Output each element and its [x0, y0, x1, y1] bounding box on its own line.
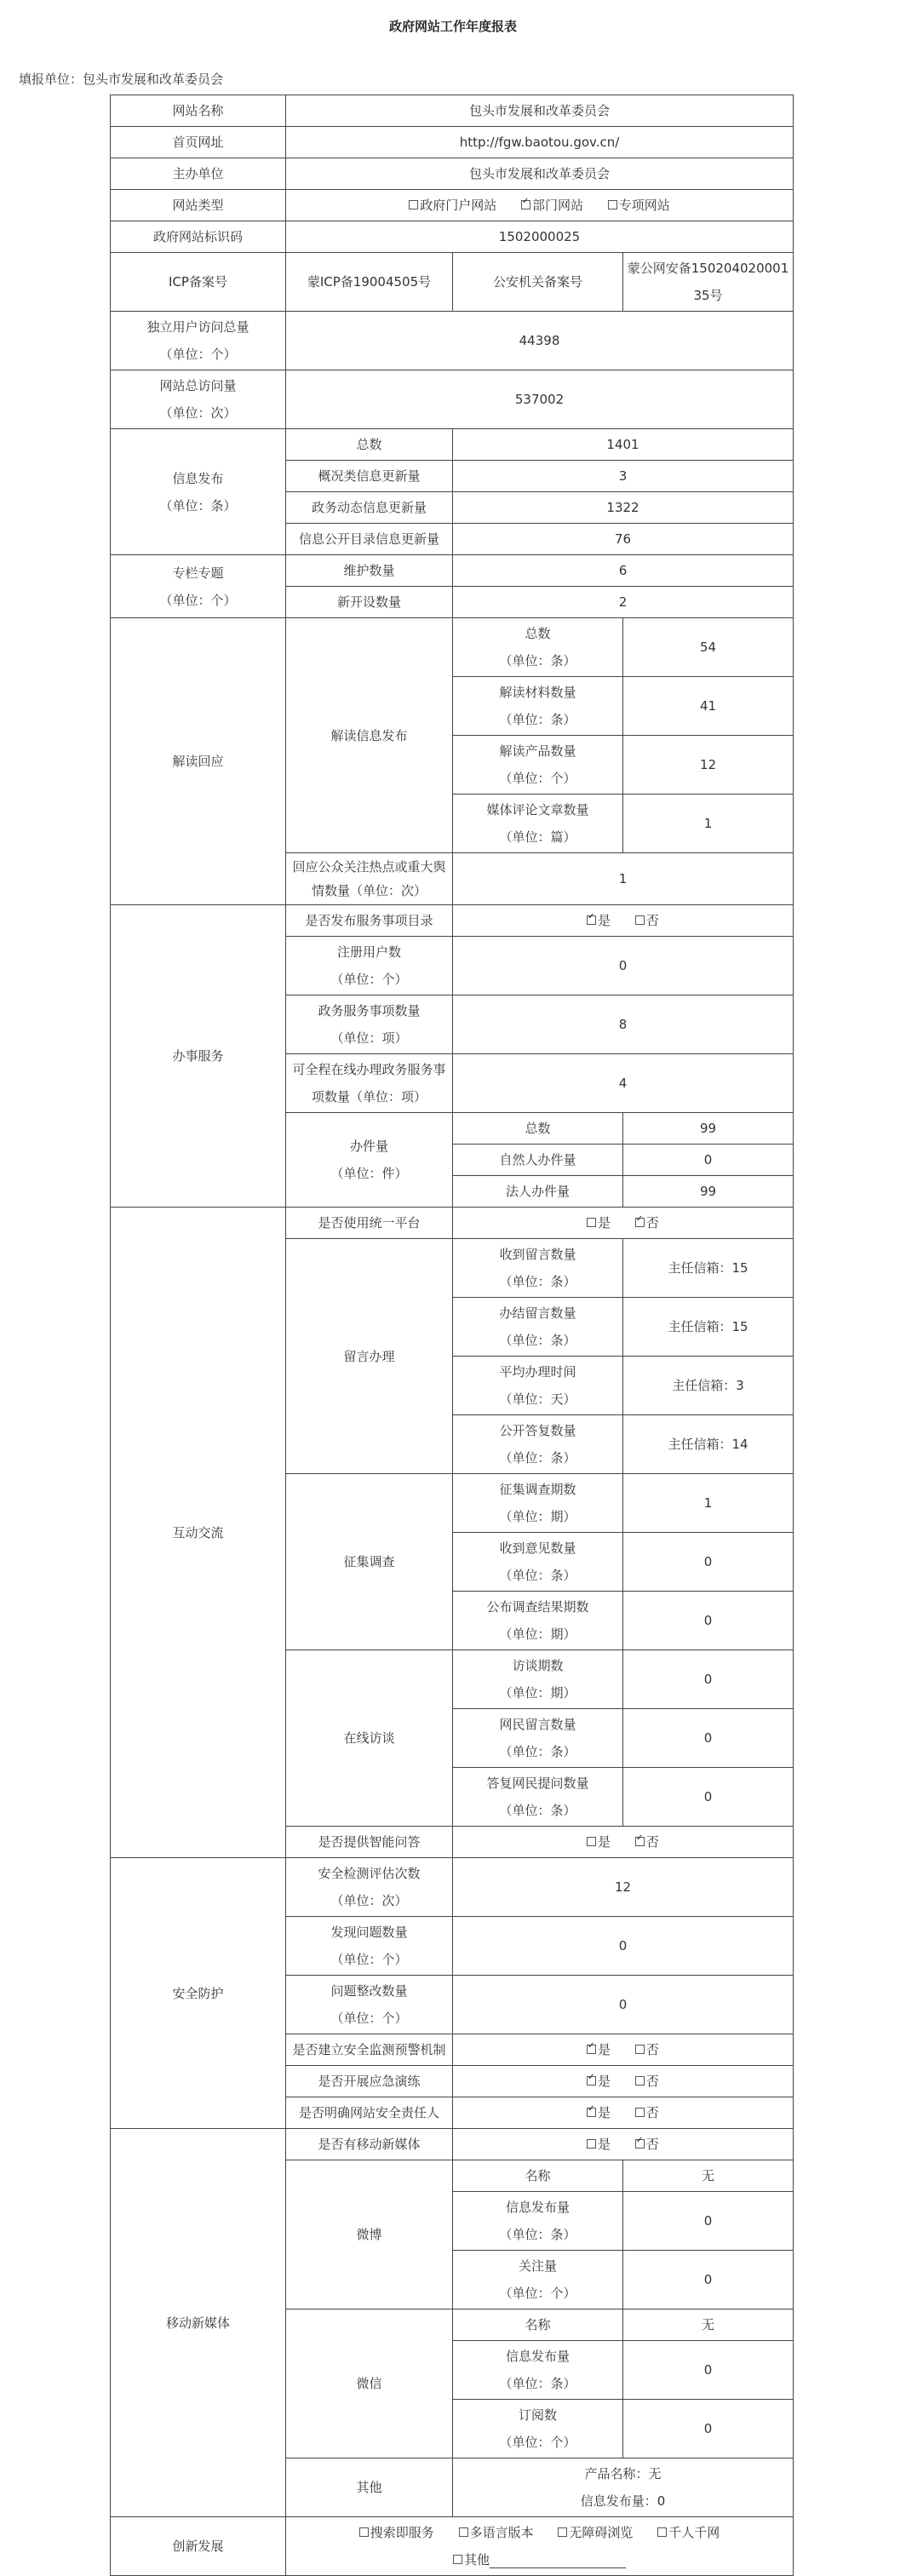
- checked-checkbox-icon: [587, 2108, 596, 2117]
- service-reg-label: 注册用户数 （单位：个）: [286, 937, 453, 995]
- interp-row-value: 1: [623, 795, 794, 853]
- checkbox-icon: [635, 2045, 645, 2054]
- site-name-value: 包头市发展和改革委员会: [286, 95, 794, 127]
- eval-label: 安全检测评估次数 （单位：次）: [286, 1858, 453, 1917]
- talk-row-label: 访谈期数 （单位：期）: [453, 1650, 623, 1709]
- service-items-label: 政务服务事项数量 （单位：项）: [286, 995, 453, 1054]
- icp-label: ICP备案号: [111, 253, 286, 312]
- reporting-unit: 填报单位：包头市发展和改革委员会: [19, 72, 224, 87]
- interp-row-label: 解读产品数量 （单位：个）: [453, 736, 623, 795]
- warn-label: 是否建立安全监测预警机制: [286, 2034, 453, 2066]
- wechat-pub-label: 信息发布量 （单位：条）: [453, 2341, 623, 2400]
- uv-value: 44398: [286, 312, 794, 370]
- talk-row-value: 0: [623, 1650, 794, 1709]
- column-row-value: 2: [453, 587, 794, 618]
- survey-row-label: 公布调查结果期数 （单位：期）: [453, 1592, 623, 1650]
- checkbox-icon: [453, 2555, 462, 2564]
- checked-checkbox-icon: [587, 2045, 596, 2054]
- interact-label: 互动交流: [111, 1208, 286, 1858]
- column-row-label: 新开设数量: [286, 587, 453, 618]
- interp-hot-label: 回应公众关注热点或重大舆情数量（单位：次）: [286, 853, 453, 905]
- psb-label: 公安机关备案号: [453, 253, 623, 312]
- checked-checkbox-icon: [635, 1218, 645, 1227]
- talk-row-value: 0: [623, 1768, 794, 1827]
- msg-row-value: 主任信箱：3: [623, 1357, 794, 1415]
- checked-checkbox-icon: [587, 2076, 596, 2085]
- media-has-label: 是否有移动新媒体: [286, 2129, 453, 2160]
- checkbox-icon: [409, 200, 418, 209]
- media-other-value: 产品名称：无 信息发布量：0: [453, 2458, 794, 2517]
- eval-value: 12: [453, 1858, 794, 1917]
- report-title: 政府网站工作年度报表: [388, 19, 517, 34]
- column-label: 专栏专题 （单位：个）: [111, 555, 286, 618]
- info-row-value: 3: [453, 461, 794, 492]
- interp-row-label: 总数 （单位：条）: [453, 618, 623, 677]
- handle-row-label: 总数: [453, 1113, 623, 1145]
- column-row-value: 6: [453, 555, 794, 587]
- info-row-label: 政务动态信息更新量: [286, 492, 453, 524]
- media-other-label: 其他: [286, 2458, 453, 2517]
- found-value: 0: [453, 1917, 794, 1976]
- survey-row-value: 1: [623, 1474, 794, 1533]
- checkbox-icon: [587, 2139, 596, 2149]
- checkbox-icon: [635, 2076, 645, 2085]
- url-label: 首页网址: [111, 127, 286, 158]
- wechat-sub-label: 订阅数 （单位：个）: [453, 2400, 623, 2458]
- service-online-label: 可全程在线办理政务服务事项数量（单位：项）: [286, 1054, 453, 1113]
- info-row-label: 信息公开目录信息更新量: [286, 524, 453, 555]
- qa-label: 是否提供智能问答: [286, 1827, 453, 1858]
- resp-options: ✓ 是 否: [453, 2097, 794, 2129]
- info-row-label: 概况类信息更新量: [286, 461, 453, 492]
- talk-row-value: 0: [623, 1709, 794, 1768]
- msg-row-label: 平均办理时间 （单位：天）: [453, 1357, 623, 1415]
- site-name-label: 网站名称: [111, 95, 286, 127]
- innov-options: 搜索即服务 多语言版本 无障碍浏览 千人千网 其他: [286, 2517, 794, 2576]
- handle-row-value: 99: [623, 1113, 794, 1145]
- handle-row-label: 法人办件量: [453, 1176, 623, 1208]
- service-reg-value: 0: [453, 937, 794, 995]
- checkbox-icon: [359, 2527, 369, 2537]
- warn-options: ✓ 是 否: [453, 2034, 794, 2066]
- pv-label: 网站总访问量 （单位：次）: [111, 370, 286, 429]
- interp-row-value: 12: [623, 736, 794, 795]
- talk-label: 在线访谈: [286, 1650, 453, 1827]
- opt-special: 专项网站: [618, 198, 670, 213]
- checkbox-icon: [459, 2527, 468, 2537]
- info-row-value: 1322: [453, 492, 794, 524]
- report-table: [110, 95, 794, 2576]
- fixed-value: 0: [453, 1976, 794, 2034]
- site-id-label: 政府网站标识码: [111, 221, 286, 253]
- info-label: 信息发布 （单位：条）: [111, 429, 286, 555]
- innov-label: 创新发展: [111, 2517, 286, 2576]
- talk-row-label: 网民留言数量 （单位：条）: [453, 1709, 623, 1768]
- host-label: 主办单位: [111, 158, 286, 190]
- icp-value: 蒙ICP备19004505号: [286, 253, 453, 312]
- checkbox-icon: [635, 2108, 645, 2117]
- msg-row-value: 主任信箱：14: [623, 1415, 794, 1474]
- survey-row-value: 0: [623, 1592, 794, 1650]
- interp-row-label: 解读材料数量 （单位：条）: [453, 677, 623, 736]
- qa-options: 是 ✓ 否: [453, 1827, 794, 1858]
- info-row-label: 总数: [286, 429, 453, 461]
- weibo-pub-label: 信息发布量 （单位：条）: [453, 2192, 623, 2251]
- service-handle-label: 办件量 （单位：件）: [286, 1113, 453, 1208]
- checkbox-icon: [558, 2527, 567, 2537]
- site-type-options: [286, 190, 794, 221]
- checked-checkbox-icon: [587, 915, 596, 925]
- service-catalog-label: 是否发布服务事项目录: [286, 905, 453, 937]
- info-row-value: 1401: [453, 429, 794, 461]
- talk-row-label: 答复网民提问数量 （单位：条）: [453, 1768, 623, 1827]
- media-label: 移动新媒体: [111, 2129, 286, 2517]
- interp-hot-value: 1: [453, 853, 794, 905]
- site-id-value: 1502000025: [286, 221, 794, 253]
- checked-checkbox-icon: [635, 2139, 645, 2149]
- wechat-sub-value: 0: [623, 2400, 794, 2458]
- opt-portal: 政府门户网站: [420, 198, 497, 213]
- interp-publish-label: 解读信息发布: [286, 618, 453, 853]
- found-label: 发现问题数量 （单位：个）: [286, 1917, 453, 1976]
- checkbox-icon: [587, 1837, 596, 1846]
- weibo-name-label: 名称: [453, 2160, 623, 2192]
- opt-department: 部门网站: [532, 198, 584, 213]
- checkbox-icon: [657, 2527, 667, 2537]
- wechat-pub-value: 0: [623, 2341, 794, 2400]
- service-label: 办事服务: [111, 905, 286, 1208]
- service-catalog-options: ✓ 是 否: [453, 905, 794, 937]
- info-row-value: 76: [453, 524, 794, 555]
- msg-row-label: 办结留言数量 （单位：条）: [453, 1298, 623, 1357]
- wechat-name-label: 名称: [453, 2309, 623, 2341]
- platform-options: 是 ✓ 否: [453, 1208, 794, 1239]
- url-value: http://fgw.baotou.gov.cn/: [286, 127, 794, 158]
- msg-row-value: 主任信箱：15: [623, 1298, 794, 1357]
- site-type-label: 网站类型: [111, 190, 286, 221]
- service-items-value: 8: [453, 995, 794, 1054]
- weibo-fans-label: 关注量 （单位：个）: [453, 2251, 623, 2309]
- psb-value: 蒙公网安备15020402000135号: [623, 253, 794, 312]
- checkbox-icon: [608, 200, 617, 209]
- msg-label: 留言办理: [286, 1239, 453, 1474]
- checked-checkbox-icon: [521, 200, 530, 209]
- handle-row-value: 0: [623, 1145, 794, 1176]
- host-value: 包头市发展和改革委员会: [286, 158, 794, 190]
- survey-label: 征集调查: [286, 1474, 453, 1650]
- platform-label: 是否使用统一平台: [286, 1208, 453, 1239]
- wechat-name-value: 无: [623, 2309, 794, 2341]
- survey-row-label: 收到意见数量 （单位：条）: [453, 1533, 623, 1592]
- weibo-fans-value: 0: [623, 2251, 794, 2309]
- msg-row-value: 主任信箱：15: [623, 1239, 794, 1298]
- security-label: 安全防护: [111, 1858, 286, 2129]
- interp-row-value: 54: [623, 618, 794, 677]
- drill-label: 是否开展应急演练: [286, 2066, 453, 2097]
- interp-row-label: 媒体评论文章数量 （单位：篇）: [453, 795, 623, 853]
- service-online-value: 4: [453, 1054, 794, 1113]
- weibo-name-value: 无: [623, 2160, 794, 2192]
- checkbox-icon: [587, 1218, 596, 1227]
- column-row-label: 维护数量: [286, 555, 453, 587]
- fixed-label: 问题整改数量 （单位：个）: [286, 1976, 453, 2034]
- survey-row-value: 0: [623, 1533, 794, 1592]
- interp-row-value: 41: [623, 677, 794, 736]
- wechat-label: 微信: [286, 2309, 453, 2458]
- media-has-options: 是 ✓ 否: [453, 2129, 794, 2160]
- checkbox-icon: [635, 915, 645, 925]
- interp-label: 解读回应: [111, 618, 286, 905]
- uv-label: 独立用户访问总量 （单位：个）: [111, 312, 286, 370]
- weibo-label: 微博: [286, 2160, 453, 2309]
- drill-options: ✓ 是 否: [453, 2066, 794, 2097]
- pv-value: 537002: [286, 370, 794, 429]
- msg-row-label: 收到留言数量 （单位：条）: [453, 1239, 623, 1298]
- survey-row-label: 征集调查期数 （单位：期）: [453, 1474, 623, 1533]
- handle-row-label: 自然人办件量: [453, 1145, 623, 1176]
- other-blank-line: [490, 2552, 626, 2568]
- msg-row-label: 公开答复数量 （单位：条）: [453, 1415, 623, 1474]
- checked-checkbox-icon: [635, 1837, 645, 1846]
- resp-label: 是否明确网站安全责任人: [286, 2097, 453, 2129]
- weibo-pub-value: 0: [623, 2192, 794, 2251]
- handle-row-value: 99: [623, 1176, 794, 1208]
